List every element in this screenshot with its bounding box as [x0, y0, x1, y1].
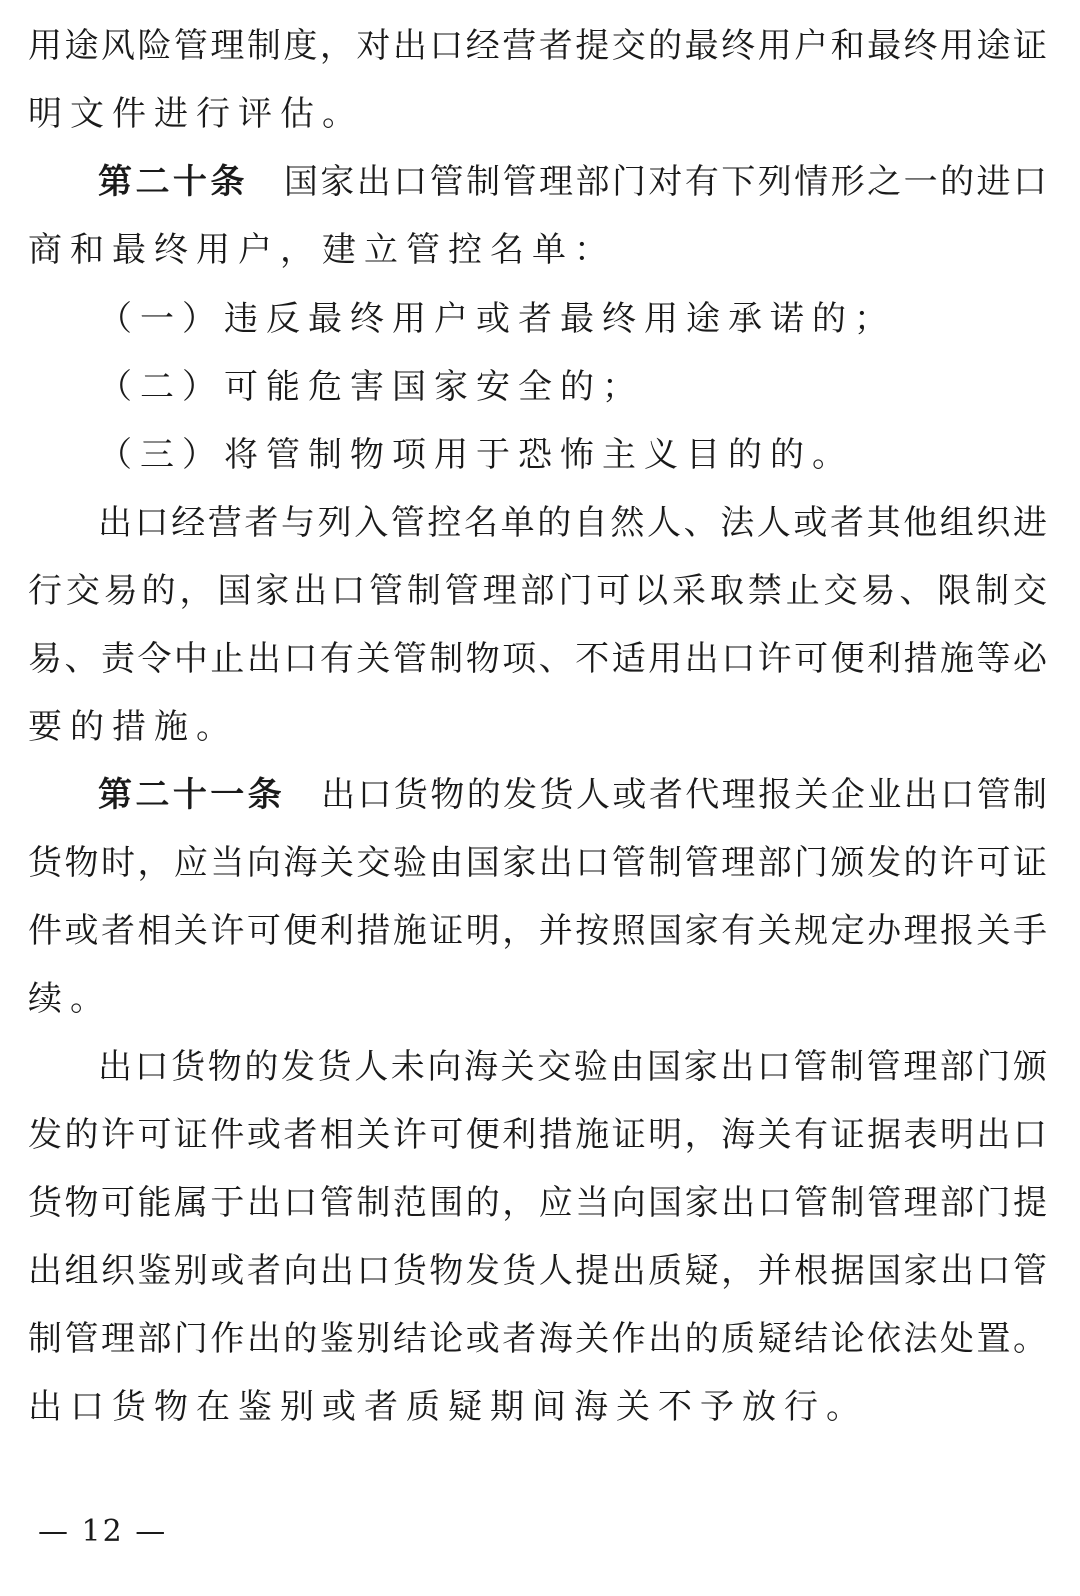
- article-20-text: 国家出口管制管理部门对有下列情形之一的进口: [283, 162, 1049, 202]
- text-line: 出口货物的发货人未向海关交验由国家出口管制管理部门颁: [98, 1047, 1048, 1087]
- list-item: （二）可能危害国家安全的；: [98, 367, 644, 407]
- text-line: 要的措施。: [28, 707, 238, 747]
- text-line: 明文件进行评估。: [28, 94, 364, 134]
- text-line: 商和最终用户，建立管控名单：: [28, 230, 616, 270]
- text-line: 易、责令中止出口有关管制物项、不适用出口许可便利措施等必: [28, 639, 1048, 679]
- text-line: 出组织鉴别或者向出口货物发货人提出质疑，并根据国家出口管: [28, 1251, 1048, 1291]
- article-21-heading: 第二十一条: [98, 775, 286, 815]
- text-line: 续。: [28, 979, 112, 1019]
- list-item: （一）违反最终用户或者最终用途承诺的；: [98, 299, 896, 339]
- list-item: （三）将管制物项用于恐怖主义目的的。: [98, 435, 854, 475]
- text-line: 货物可能属于出口管制范围的，应当向国家出口管制管理部门提: [28, 1183, 1048, 1223]
- article-21-line: [98, 761, 1048, 829]
- page-number: — 12 —: [38, 1514, 168, 1549]
- text-line: 行交易的，国家出口管制管理部门可以采取禁止交易、限制交: [28, 571, 1048, 611]
- text-line: 发的许可证件或者相关许可便利措施证明，海关有证据表明出口: [28, 1115, 1048, 1155]
- text-line: 出口经营者与列入管控名单的自然人、法人或者其他组织进: [98, 503, 1048, 543]
- article-20-heading: 第二十条: [98, 162, 248, 202]
- text-line: 制管理部门作出的鉴别结论或者海关作出的质疑结论依法处置。: [28, 1319, 1048, 1359]
- article-20-line: [98, 148, 1048, 216]
- text-line: 出口货物在鉴别或者质疑期间海关不予放行。: [28, 1387, 868, 1427]
- article-21-text: 出口货物的发货人或者代理报关企业出口管制: [321, 775, 1049, 815]
- text-line: 货物时，应当向海关交验由国家出口管制管理部门颁发的许可证: [28, 843, 1048, 883]
- text-line: 件或者相关许可便利措施证明，并按照国家有关规定办理报关手: [28, 911, 1048, 951]
- text-line: 用途风险管理制度，对出口经营者提交的最终用户和最终用途证: [28, 26, 1048, 66]
